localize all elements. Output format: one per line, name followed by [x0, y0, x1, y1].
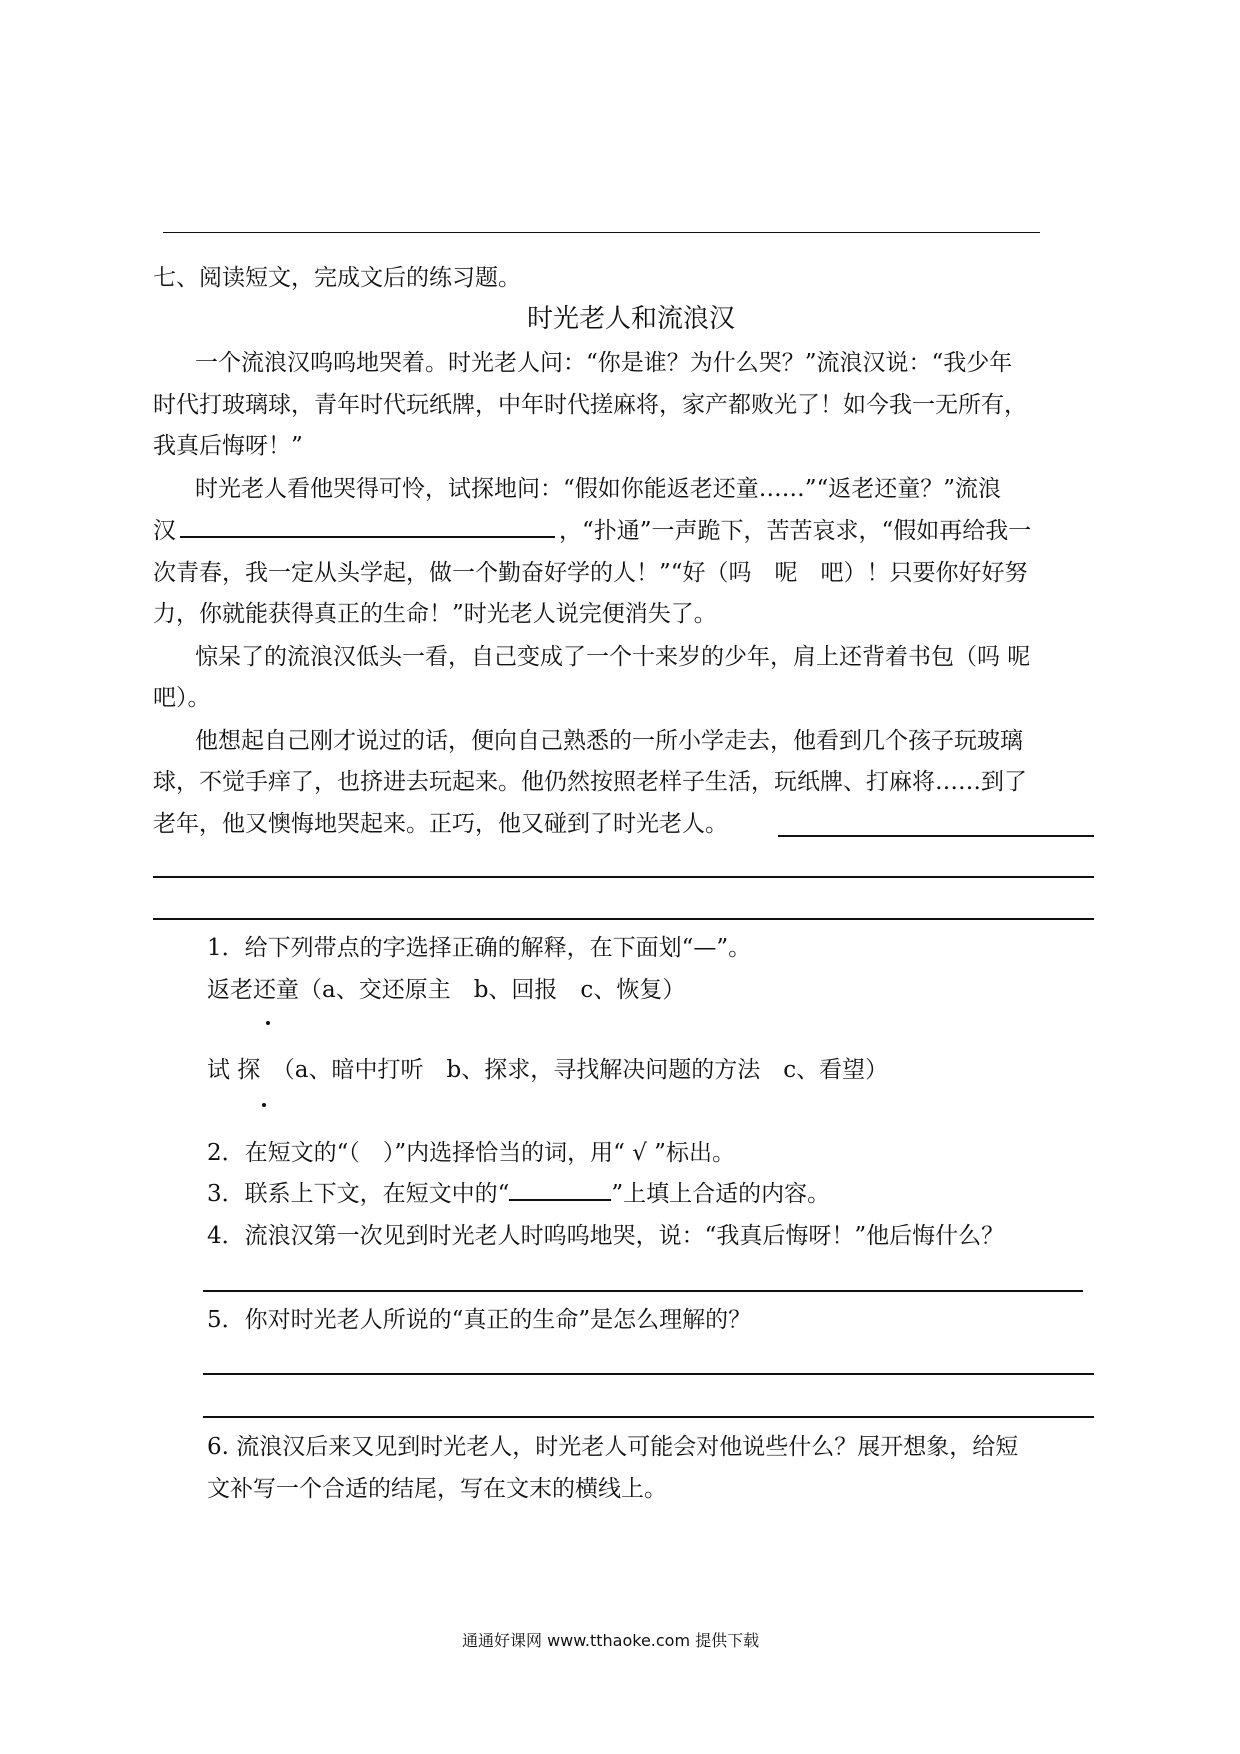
- passage-text: 汉: [153, 518, 176, 544]
- passage-line: 次青春，我一定从头学起，做一个勤奋好学的人！”“好（吗 呢 吧）！只要你好好努: [153, 560, 1028, 586]
- passage-line: 力，你就能获得真正的生命！”时光老人说完便消失了。: [153, 601, 717, 627]
- passage-line: 球，不觉手痒了，也挤进去玩起来。他仍然按照老样子生活，玩纸牌、打麻将……到了: [153, 769, 1027, 795]
- question-3: [207, 1183, 830, 1206]
- question-1-option-b: 试 探 （a、暗中打听 b、探求，寻找解决问题的方法 c、看望）: [207, 1057, 889, 1083]
- passage-line-with-blank: [153, 520, 1031, 543]
- emphasis-dot: [262, 1103, 266, 1107]
- question-text: 3．联系上下文，在短文中的“: [207, 1181, 510, 1207]
- passage-line: 时代打玻璃球，青年时代玩纸牌，中年时代搓麻将，家产都败光了！如今我一无所有，: [153, 392, 1027, 418]
- blank-sample-line: [509, 1185, 611, 1201]
- passage-text: ，“扑通”一声跪下，苦苦哀求，“假如再给我一: [559, 518, 1032, 544]
- ending-answer-line[interactable]: [153, 876, 1094, 878]
- passage-line: 惊呆了的流浪汉低头一看，自己变成了一个十来岁的少年，肩上还背着书包（吗 呢: [195, 644, 1031, 670]
- answer-line[interactable]: [203, 1373, 1094, 1375]
- section-heading: 七、阅读短文，完成文后的练习题。: [153, 265, 521, 291]
- question-2: 2．在短文的“（ ）”内选择恰当的词，用“ √ ”标出。: [207, 1140, 735, 1166]
- emphasis-dot: [266, 1021, 270, 1025]
- ending-answer-line[interactable]: [778, 835, 1094, 837]
- passage-line: 老年，他又懊悔地哭起来。正巧，他又碰到了时光老人。: [153, 811, 728, 837]
- passage-line: 时光老人看他哭得可怜，试探地问：“假如你能返老还童……”“返老还童？”流浪: [195, 476, 1002, 502]
- footer-text: 通通好课网 www.tthaoke.com 提供下载: [462, 1631, 760, 1650]
- question-1: 1．给下列带点的字选择正确的解释，在下面划“—”。: [207, 935, 752, 961]
- question-4: 4．流浪汉第一次见到时光老人时呜呜地哭，说：“我真后悔呀！”他后悔什么？: [207, 1223, 1005, 1249]
- fill-blank-line[interactable]: [180, 522, 555, 538]
- question-text: ”上填上合适的内容。: [611, 1181, 831, 1207]
- answer-line[interactable]: [203, 1290, 1083, 1292]
- passage-line: 一个流浪汉呜呜地哭着。时光老人问：“你是谁？为什么哭？”流浪汉说：“我少年: [195, 350, 1013, 376]
- question-1-option-a: 返老还童（a、交还原主 b、回报 c、恢复）: [207, 977, 686, 1003]
- ending-answer-line[interactable]: [153, 918, 1094, 920]
- passage-line: 我真后悔呀！”: [153, 433, 303, 459]
- top-answer-line: [163, 232, 1040, 233]
- passage-line: 吧）。: [153, 685, 211, 711]
- passage-line: 他想起自己刚才说过的话，便向自己熟悉的一所小学走去，他看到几个孩子玩玻璃: [195, 728, 1023, 754]
- answer-line[interactable]: [203, 1416, 1094, 1418]
- story-title: 时光老人和流浪汉: [527, 304, 736, 334]
- question-6: 文补写一个合适的结尾，写在文末的横线上。: [207, 1476, 667, 1502]
- question-5: 5．你对时光老人所说的“真正的生命”是怎么理解的？: [207, 1307, 752, 1333]
- question-6: 6. 流浪汉后来又见到时光老人，时光老人可能会对他说些什么？展开想象，给短: [207, 1434, 1019, 1460]
